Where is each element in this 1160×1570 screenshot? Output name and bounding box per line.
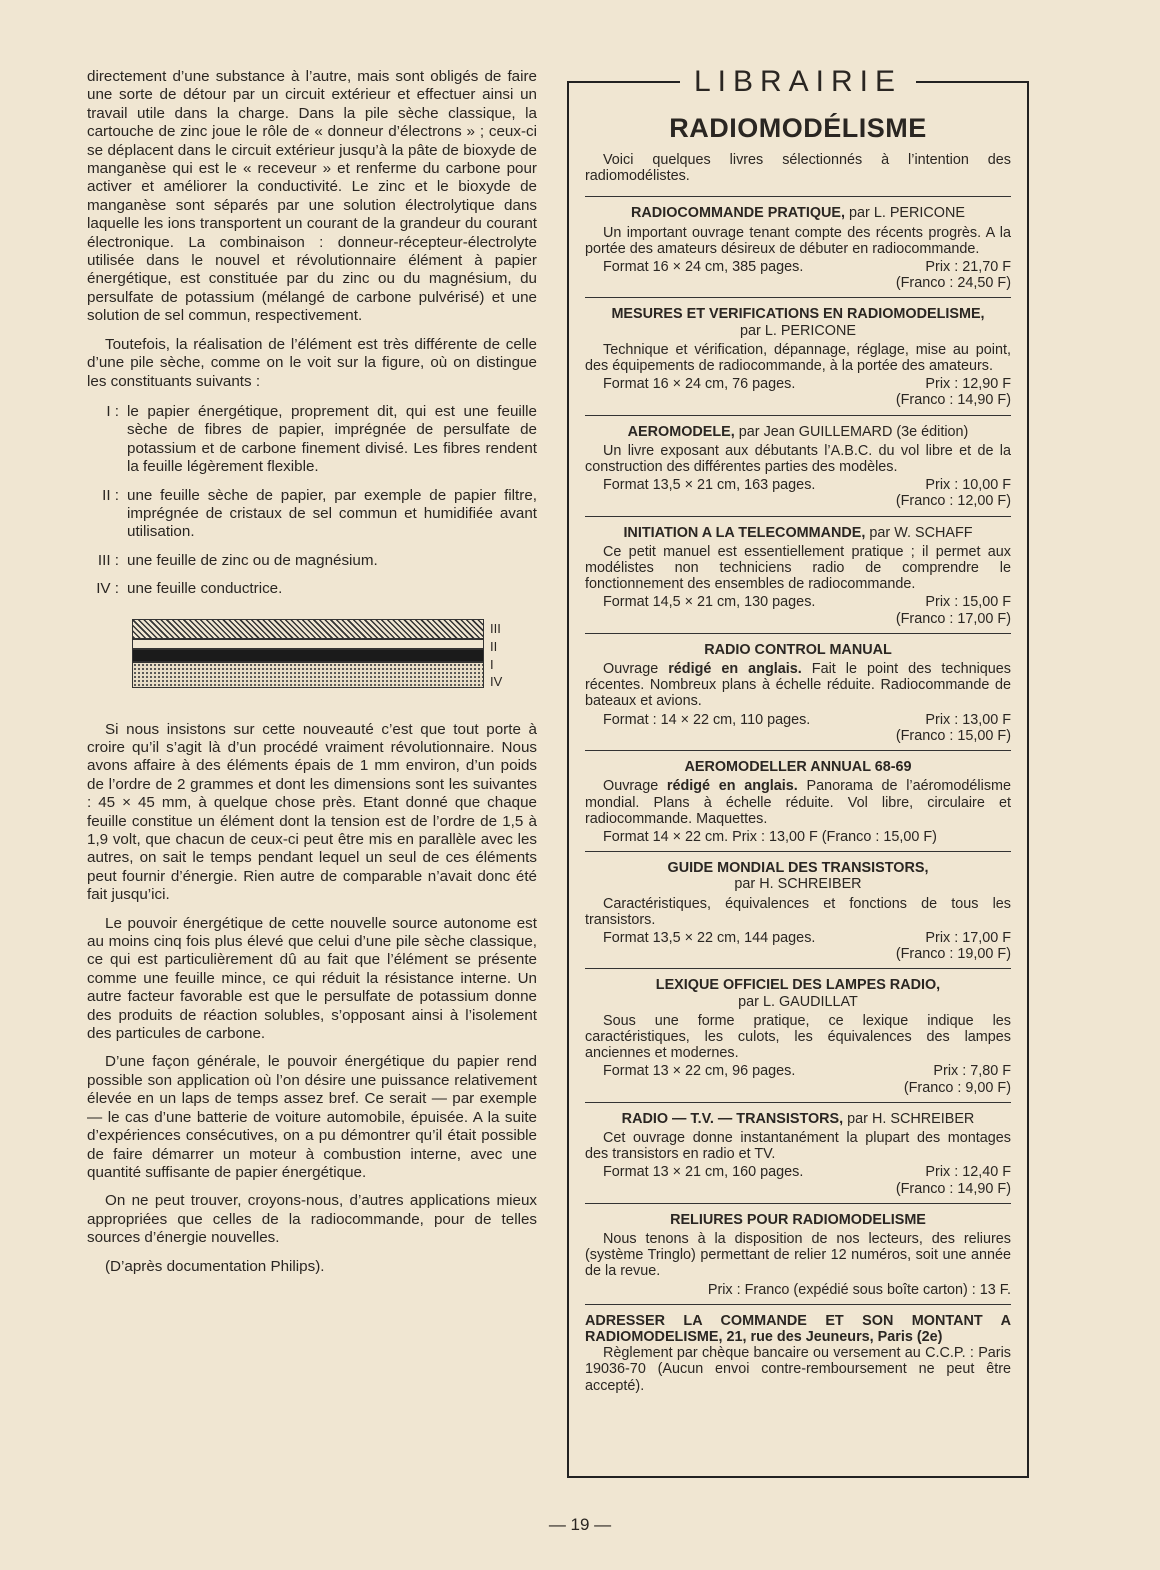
article-paragraph: Le pouvoir énergétique de cette nouvelle source autonome est au moins cinq fois plus élevé que celui d’une pile sèche classique, ce qui est particulièrement dû au fait que l’élément se présente comme une feuille mince, ce qui réduit la résistance interne. Un autre facteur favorable est que le persulfate de potassium donne des produits de réaction solubles, s’opposant ainsi à l’isolement des particules de carbone. (87, 914, 537, 1043)
desc-bold: rédigé en anglais. (668, 661, 802, 678)
book-title: RADIO — T.V. — TRANSISTORS, (621, 1110, 844, 1127)
book-format-line (603, 712, 1011, 728)
layer-diagram (132, 619, 552, 695)
book-entry (585, 851, 1011, 968)
book-price: Prix : 21,70 F (925, 259, 1011, 276)
book-entry (585, 1203, 1011, 1304)
book-description: Cet ouvrage donne instantanément la plupart des montages des transistors en radio et TV. (585, 1129, 1011, 1163)
book-title-line (585, 1111, 1011, 1127)
conductive-layer (132, 662, 484, 688)
item-text: le papier énergétique, proprement dit, qui est une feuille sèche de fibres de papier, imprégnée de persulfate de potassium et de carbone finement divisé. Les fibres rendent la feuille légèrement flexible. (127, 402, 537, 476)
book-description: Caractéristiques, équivalences et fonctions de tous les transistors. (585, 895, 1011, 928)
source-credit: (D’après documentation Philips). (105, 1257, 325, 1275)
book-format: Format 13,5 × 21 cm, 163 pages. (603, 477, 816, 494)
title-rule (916, 81, 1029, 83)
book-format: Format 14 × 22 cm. Prix : 13,00 F (Franco : 15,00 F) (603, 828, 937, 845)
book-franco: (Franco : 9,00 F) (903, 1079, 1011, 1096)
page-number: — 19 — (548, 1515, 612, 1534)
book-title: GUIDE MONDIAL DES TRANSISTORS, (667, 860, 929, 877)
article-paragraph: directement d’une substance à l’autre, mais sont obligés de faire une sorte de détour par un circuit extérieur et effectuer ainsi un travail utile dans la charge. Dans la pile sèche classique, la cartouche de zinc joue le rôle de « donneur d’électrons » ; ceux-ci se déplacent dans le circuit extérieur jusqu’à la pâte de bioxyde de manganèse qui est le « receveur » et renferme du carbone pour activer et améliorer la conductivité. Le zinc et le bioxyde de manganèse sont séparés par une solution électrolytique dans laquelle les ions transportent un courant de la grandeur du courant électronique. La combinaison : donneur-récepteur-électrolyte utilisée dans le nouvel et révolutionnaire élément à papier énergétique, est constituée par du zinc ou du magnésium, du persulfate de potassium (mélangé de carbone pulvérisé) et une solution de sel commun, respectivement. (87, 68, 537, 325)
zinc-layer (132, 619, 484, 639)
item-number: III : (97, 551, 119, 569)
book-entry (585, 415, 1011, 516)
book-title-line (585, 525, 1011, 541)
book-entry (585, 516, 1011, 633)
book-description (585, 661, 1011, 710)
label-iii: III (490, 620, 501, 636)
librairie-intro: Voici quelques livres sélectionnés à l’intention des radiomodélistes. (585, 152, 1011, 185)
book-entry (585, 196, 1011, 297)
item-number: II : (102, 486, 119, 504)
article-paragraph: Toutefois, la réalisation de l’élément est très différente de celle d’une pile sèche, comme on le voit sur la figure, où on distingue les constituants suivants : (87, 335, 537, 390)
article-paragraph: On ne peut trouver, croyons-nous, d’autres applications mieux appropriées que celles de la radiocommande, pour de telles sources d’énergie nouvelles. (87, 1192, 537, 1247)
book-description: Un important ouvrage tenant compte des récents progrès. A la portée des amateurs désireux de débuter en radiocommande. (585, 224, 1011, 257)
book-franco: (Franco : 14,90 F) (895, 1180, 1011, 1197)
title-rule (567, 81, 680, 83)
book-author: par L. PERICONE (849, 205, 965, 222)
book-price: Prix : 10,00 F (925, 477, 1011, 494)
book-title: AEROMODELE, (627, 423, 735, 440)
book-title-line (585, 424, 1011, 440)
item-text: une feuille de zinc ou de magnésium. (127, 551, 378, 569)
book-format: Format 16 × 24 cm, 385 pages. (603, 259, 804, 276)
book-price: Prix : 12,90 F (925, 376, 1011, 393)
book-description: Technique et vérification, dépannage, réglage, mise au point, des équipements de radiocommande, à la portée des amateurs. (585, 341, 1011, 375)
book-author: par H. SCHREIBER (734, 876, 862, 893)
order-instructions (585, 1304, 1011, 1394)
book-franco: (Franco : 17,00 F) (895, 610, 1011, 627)
book-title: RADIO CONTROL MANUAL (704, 641, 892, 658)
book-author: par W. SCHAFF (869, 524, 973, 541)
book-entry (585, 633, 1011, 750)
book-format-line (603, 1164, 1011, 1180)
label-ii: II (490, 638, 498, 654)
desc-rest: Fait le point des techniques récentes. Nombreux plans à échelle réduite. Radiocommande de bateaux et avions. (585, 661, 1011, 710)
book-description: Ce petit manuel est essentiellement pratique ; il permet aux modélistes non techniciens radio de comprendre le fonctionnement des ensembles de radiocommande. (585, 543, 1011, 593)
book-author: par H. SCHREIBER (847, 1110, 975, 1127)
book-format: Format 13 × 21 cm, 160 pages. (603, 1164, 804, 1181)
label-iv: IV (490, 673, 503, 689)
book-format-line (603, 477, 1011, 493)
book-description (585, 778, 1011, 827)
book-franco: (Franco : 15,00 F) (895, 727, 1011, 744)
book-price: Prix : 15,00 F (925, 594, 1011, 611)
book-price: Prix : Franco (expédié sous boîte carton) : 13 F. (707, 1281, 1011, 1298)
book-entry (585, 1102, 1011, 1203)
book-price: Prix : 7,80 F (933, 1063, 1011, 1080)
book-format: Format 14,5 × 21 cm, 130 pages. (603, 594, 816, 611)
book-description: Sous une forme pratique, ce lexique indique les caractéristiques, les culots, les équivalences des lampes anciennes et modernes. (585, 1012, 1011, 1062)
item-number: IV : (96, 580, 119, 598)
salt-paper-layer (132, 639, 484, 649)
book-title: INITIATION A LA TELECOMMANDE, (623, 524, 866, 541)
book-franco: (Franco : 24,50 F) (895, 275, 1011, 292)
book-author: par L. PERICONE (740, 322, 856, 339)
desc-prefix: Ouvrage (603, 778, 667, 795)
book-title: LEXIQUE OFFICIEL DES LAMPES RADIO, (655, 977, 941, 994)
book-format: Format 13,5 × 22 cm, 144 pages. (603, 929, 816, 946)
book-franco: (Franco : 14,90 F) (895, 392, 1011, 409)
article-paragraph: Si nous insistons sur cette nouveauté c’est que tout porte à croire qu’il s’agit là d’un procédé vraiment révolutionnaire. Nous avons affaire à des éléments épais de 1 mm environ, d’un poids de l’ordre de 2 grammes et dont les dimensions sont les suivantes : 45 × 45 mm, à quelque chose près. Etant donné que chaque feuille constitue un élément dont la tension est de l’ordre de 1,5 à 1,9 volt, que chacun de ceux-ci peut être mis en parallèle avec les autres, on sait le temps pendant lequel un seul de ces éléments peut fournir d’énergie. Rien autre de comparable n’avait donc été fait jusqu’ici. (87, 720, 537, 904)
book-author: par L. GAUDILLAT (738, 993, 858, 1010)
item-text: une feuille sèche de papier, par exemple de papier filtre, imprégnée de cristaux de sel commun et humidifiée avant utilisation. (127, 486, 537, 541)
book-format-line (603, 930, 1011, 946)
book-price: Prix : 17,00 F (925, 929, 1011, 946)
book-author: par Jean GUILLEMARD (3e édition) (738, 423, 969, 440)
book-format-line (603, 376, 1011, 392)
order-address: ADRESSER LA COMMANDE ET SON MONTANT A RADIOMODELISME, 21, rue des Jeuneurs, Paris (2e) (585, 1312, 1011, 1345)
list-item (87, 487, 537, 542)
book-entry (585, 968, 1011, 1101)
book-format: Format 13 × 22 cm, 96 pages. (603, 1063, 796, 1080)
article-paragraph: D’une façon générale, le pouvoir énergétique du papier rend possible son application où l’on désire une puissance relativement élevée en un laps de temps assez bref. Ce serait — par exemple — le cas d’une batterie de voiture automobile, épuisée. A la suite d’expériences consécutives, on a pu démontrer qu’il était possible de faire démarrer un moteur à combustion interne, avec une quantité suffisante de papier énergétique. (87, 1053, 537, 1181)
book-format-line (603, 259, 1011, 275)
item-number: I : (106, 402, 119, 420)
label-i: I (490, 656, 494, 672)
desc-bold: rédigé en anglais. (666, 778, 798, 795)
book-title: RELIURES POUR RADIOMODELISME (670, 1211, 926, 1228)
book-format-line (603, 1063, 1011, 1079)
book-title: MESURES ET VERIFICATIONS EN RADIOMODELISME, (611, 306, 985, 323)
book-price: Prix : 13,00 F (925, 711, 1011, 728)
book-format: Format 16 × 24 cm, 76 pages. (603, 376, 796, 393)
list-item (87, 552, 537, 570)
list-item (87, 580, 537, 598)
book-price: Prix : 12,40 F (925, 1164, 1011, 1181)
book-franco: (Franco : 12,00 F) (895, 493, 1011, 510)
book-title: AEROMODELLER ANNUAL 68-69 (684, 759, 912, 776)
book-entry (585, 750, 1011, 851)
desc-prefix: Ouvrage (603, 661, 669, 678)
energetic-paper-layer (132, 649, 484, 662)
book-description: Nous tenons à la disposition de nos lecteurs, des reliures (système Tringlo) permettant de relier 12 numéros, soit une année de la revue. (585, 1230, 1011, 1280)
librairie-header (567, 64, 1029, 100)
librairie-subtitle: RADIOMODÉLISME (669, 113, 927, 143)
book-franco: (Franco : 19,00 F) (895, 946, 1011, 963)
desc-rest: Panorama de l’aéromodélisme mondial. Plans à échelle réduite. Vol libre, circulaire et radiocommande. Maquettes. (585, 778, 1011, 827)
book-format-line (603, 829, 1011, 845)
librairie-title: LIBRAIRIE (680, 64, 916, 100)
book-entry (585, 297, 1011, 414)
item-text: une feuille conductrice. (127, 580, 283, 598)
book-title: RADIOCOMMANDE PRATIQUE, (631, 205, 846, 222)
constituents-list (87, 403, 537, 599)
book-format: Format : 14 × 22 cm, 110 pages. (603, 711, 811, 728)
order-payment: Règlement par chèque bancaire ou versement au C.C.P. : Paris 19036-70 (Aucun envoi contre-remboursement ne peut être accepté). (585, 1345, 1011, 1394)
book-description: Un livre exposant aux débutants l’A.B.C. du vol libre et de la construction des différentes parties des modèles. (585, 442, 1011, 476)
book-title-line (585, 205, 1011, 221)
article-column (87, 68, 537, 1276)
librairie-box (567, 65, 1029, 1478)
book-format-line (603, 594, 1011, 610)
list-item (87, 403, 537, 477)
